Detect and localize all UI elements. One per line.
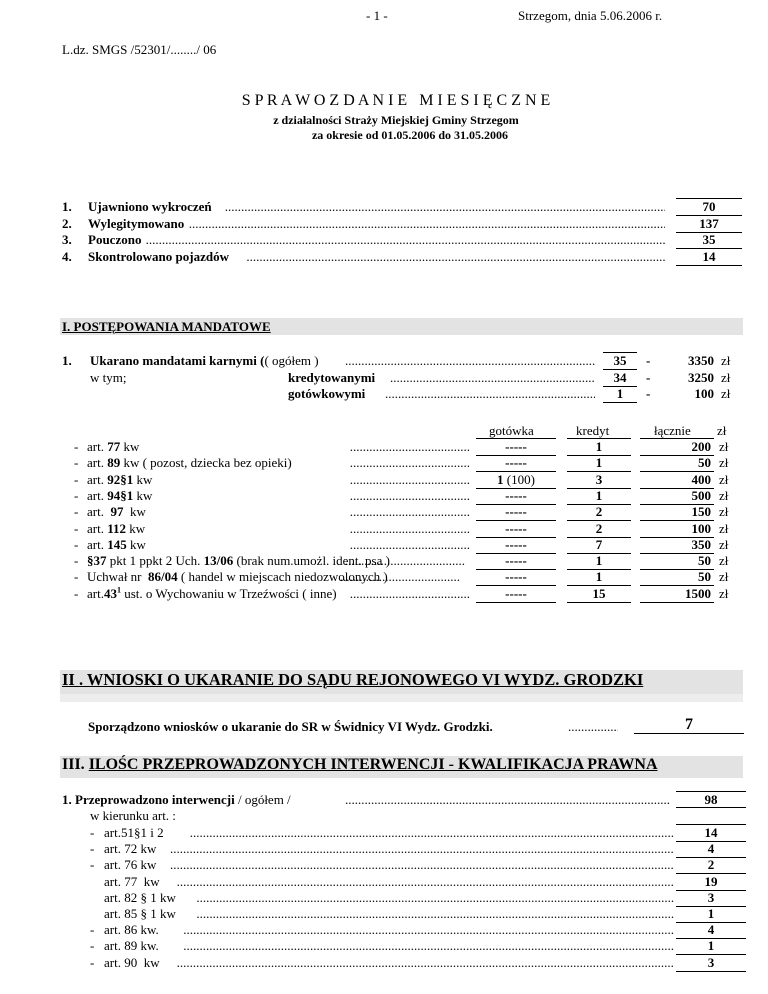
article-lacznie-line (640, 586, 714, 603)
article-gotowka-extra: (100) (506, 471, 535, 487)
article-label-post: kw (126, 520, 146, 536)
page-number: - 1 - (366, 8, 388, 23)
article-label-number: 112 (107, 520, 127, 536)
article-label (87, 504, 146, 520)
s3-row-dash: - (90, 841, 95, 857)
article-dash: - (74, 439, 79, 454)
article-label-number: 97 (110, 504, 124, 520)
summary-value: 14 (702, 248, 716, 264)
dots (350, 521, 470, 537)
article-gotowka-line (476, 537, 556, 554)
article-label-post: kw (123, 504, 146, 520)
dots (146, 232, 665, 248)
total-amount: 100 (694, 386, 714, 401)
article-label-sup: 1 (116, 585, 121, 595)
dots (345, 792, 670, 808)
dots (196, 906, 674, 922)
s3-row-value-line (676, 922, 746, 939)
article-gotowka-line (476, 504, 556, 521)
article-label-number: §37 (87, 553, 107, 569)
article-gotowka-value: ----- (505, 487, 527, 503)
article-label-pre: art. (87, 585, 104, 601)
dots (170, 857, 674, 873)
article-gotowka-value: ----- (505, 439, 527, 454)
section-3-heading-text: ILOŚC PRZEPROWADZONYCH INTERWENCJI - KWALIFIKACJA PRAWNA (88, 756, 658, 773)
s3-row-value-line (676, 906, 746, 923)
article-label-post: ( handel w miejscach niedozwolonych ) (177, 569, 388, 585)
total-dash: - (646, 386, 651, 401)
article-gotowka-line (476, 439, 556, 456)
section-2-band-lower (60, 694, 743, 702)
summary-value: 35 (702, 232, 716, 247)
article-lacznie: 150 (691, 504, 711, 520)
report-period: za okresie od 01.05.2006 do 31.05.2006 (311, 128, 509, 142)
article-kredyt-line (567, 521, 631, 538)
article-label-pre: art. (87, 439, 108, 454)
summary-value-line (676, 232, 742, 249)
s3-row-label: art. 86 kw. (104, 922, 163, 938)
total-dash: - (646, 353, 651, 368)
article-kredyt: 1 (595, 487, 603, 503)
dots (170, 841, 674, 857)
article-lacznie-line (640, 521, 714, 538)
s3-row-value-line (676, 938, 746, 955)
dots (340, 569, 460, 585)
section-2-text: Sporządzono wniosków o ukaranie do SR w Świdnicy VI Wydz. Grodzki. (88, 719, 493, 734)
s3-item-value: 98 (704, 792, 718, 807)
total-count: 35 (613, 353, 627, 368)
article-lacznie: 1500 (685, 585, 711, 601)
article-lacznie: 50 (698, 553, 711, 569)
article-lacznie: 50 (698, 569, 711, 585)
total-count-line (603, 370, 637, 387)
total-count-line (603, 353, 637, 370)
article-lacznie-line (640, 504, 714, 521)
dots (350, 455, 470, 471)
s3-row-value-line (676, 890, 746, 907)
summary-label: Skontrolowano pojazdów (88, 248, 229, 264)
article-label-number: 145 (107, 536, 127, 552)
article-currency: zł (719, 569, 729, 585)
total-count-top (603, 352, 637, 353)
dots (350, 504, 470, 520)
article-currency: zł (719, 585, 729, 601)
total-currency: zł (721, 369, 731, 385)
article-gotowka-line (476, 488, 556, 505)
article-lacznie-line (640, 455, 714, 472)
article-lacznie-line (640, 488, 714, 505)
article-label-pre: art. (87, 471, 108, 487)
total-amount: 3350 (688, 353, 714, 368)
article-label-number: 77 (107, 439, 121, 454)
article-kredyt-line (567, 439, 631, 456)
article-lacznie: 100 (691, 520, 711, 536)
total-dash: - (646, 369, 651, 385)
s3-item-label: 1. Przeprowadzono interwencji (62, 792, 235, 807)
article-gotowka-line (476, 521, 556, 538)
article-kredyt-line (567, 504, 631, 521)
s3-row-value: 3 (707, 889, 715, 905)
report-subtitle: z działalności Straży Miejskiej Gminy Strzegom (273, 113, 519, 127)
s3-item (62, 792, 291, 808)
dots (350, 586, 470, 602)
article-lacznie-line (640, 569, 714, 586)
s3-row-value: 1 (707, 906, 715, 921)
s3-row-label: art. 90 kw (104, 954, 160, 970)
article-label-number: 89 (107, 455, 121, 471)
s3-row-label: art.51§1 i 2 (104, 825, 167, 840)
article-currency: zł (719, 455, 729, 471)
article-label-pre: art. (87, 536, 108, 552)
total-amount: 3250 (688, 369, 714, 385)
s3-row-value-line (676, 874, 746, 891)
article-currency: zł (719, 471, 729, 487)
article-currency: zł (719, 520, 729, 536)
s3-row-value: 1 (707, 938, 715, 954)
article-label-number2: 13/06 (203, 553, 234, 569)
article-lacznie-line (640, 537, 714, 554)
col-header-kredyt: kredyt (576, 423, 610, 438)
article-currency: zł (719, 487, 729, 503)
s3-row-value-line (676, 825, 746, 842)
s3-row-value: 4 (707, 841, 715, 857)
article-label-post: kw ( pozost, dziecka bez opieki) (120, 455, 292, 471)
article-dash: - (74, 504, 79, 520)
s1-item-label: Ukarano mandatami karnymi (( ogółem ) (90, 353, 319, 368)
article-label (87, 521, 145, 537)
s3-row-label: art. 82 § 1 kw (104, 889, 176, 905)
s3-row-value: 3 (707, 954, 715, 970)
s3-row-label: art. 72 kw (104, 841, 157, 857)
article-dash: - (74, 455, 79, 471)
article-label (87, 455, 292, 471)
s3-row-value-line (676, 955, 746, 972)
summary-label: Wylegitymowano (88, 215, 185, 231)
s3-row-dash: - (90, 922, 95, 938)
dots (350, 439, 470, 455)
article-kredyt-line (567, 455, 631, 472)
article-kredyt-line (567, 537, 631, 554)
article-currency: zł (719, 553, 729, 569)
article-lacznie: 50 (698, 455, 711, 471)
article-currency: zł (719, 439, 729, 454)
dots (183, 938, 674, 954)
total-count: 34 (613, 369, 627, 385)
article-gotowka-value: 1 (497, 471, 504, 487)
article-gotowka-line (476, 586, 556, 603)
article-kredyt: 1 (595, 553, 603, 569)
article-label-pre: art. (87, 455, 108, 471)
s3-row-label: art. 89 kw. (104, 938, 163, 954)
s3-row-label: art. 85 § 1 kw (104, 906, 176, 921)
article-kredyt: 7 (595, 536, 603, 552)
s3-row-value-line (676, 857, 746, 874)
article-lacznie-line (640, 472, 714, 489)
s1-item-label-text: Ukarano mandatami karnymi (90, 353, 257, 368)
article-label-post: kw (133, 471, 153, 487)
s3-row-value: 4 (707, 922, 715, 938)
section-3-heading (62, 756, 658, 774)
summary-number: 1. (62, 199, 72, 214)
article-lacznie-line (640, 553, 714, 570)
article-gotowka-value: ----- (505, 553, 527, 569)
article-currency: zł (719, 536, 729, 552)
summary-value: 70 (702, 199, 716, 214)
section-1-heading: I. POSTĘPOWANIA MANDATOWE (62, 319, 271, 334)
article-dash: - (74, 585, 79, 601)
article-label-pre: Uchwał nr (87, 569, 149, 585)
article-gotowka-value: ----- (505, 536, 527, 552)
reference-number: L.dz. SMGS /52301/......../ 06 (62, 42, 217, 57)
dots (196, 890, 674, 906)
article-gotowka-line (476, 569, 556, 586)
article-kredyt-line (567, 569, 631, 586)
article-dash: - (74, 553, 79, 569)
article-dash: - (74, 569, 79, 585)
article-kredyt-line (567, 586, 631, 603)
s3-row-value: 14 (704, 825, 718, 840)
s3-row-dash: - (90, 954, 95, 970)
article-label-post: pkt 1 ppkt 2 Uch. (106, 553, 204, 569)
article-dash: - (74, 536, 79, 552)
report-title: S P R A W O Z D A N I E M I E S I Ę C Z N E (241, 92, 551, 109)
s3-row-label: art. 76 kw (104, 857, 157, 873)
article-kredyt-line (567, 553, 631, 570)
col-header-gotowka: gotówka (489, 423, 534, 438)
s1-kred-label: kredytowanymi (288, 370, 376, 385)
dots (177, 955, 674, 971)
article-label-number: 43 (103, 585, 117, 601)
s3-w-kierunku: w kierunku art. : (90, 808, 176, 823)
article-kredyt-top (567, 438, 631, 439)
article-kredyt: 2 (595, 504, 603, 520)
s3-value-line (676, 791, 746, 808)
article-lacznie: 200 (691, 439, 711, 454)
summary-value-line (676, 199, 742, 216)
article-gotowka-value: ----- (505, 520, 527, 536)
summary-number: 3. (62, 232, 72, 247)
s3-row-value: 2 (707, 857, 715, 873)
article-gotowka-value: ----- (505, 569, 527, 585)
article-kredyt-line (567, 472, 631, 489)
dots (246, 249, 665, 265)
article-label-pre: art. (87, 504, 111, 520)
article-label-post: kw (120, 439, 140, 454)
article-dash: - (74, 487, 79, 503)
dots (345, 553, 465, 569)
s3-row-dash: - (90, 825, 95, 840)
article-lacznie: 500 (691, 487, 711, 503)
s1-got-label: gotówkowymi (288, 386, 366, 401)
summary-label: Ujawniono wykroczeń (88, 199, 212, 214)
place-date: Strzegom, dnia 5.06.2006 r. (518, 8, 663, 23)
article-label (87, 472, 152, 488)
article-kredyt: 1 (595, 569, 603, 585)
article-kredyt: 15 (592, 585, 606, 601)
summary-value-line (676, 249, 742, 266)
s3-rows-top (676, 824, 746, 825)
dots (177, 874, 674, 890)
summary-number: 2. (62, 215, 72, 231)
dots (190, 825, 674, 841)
article-label-post2: (brak num.umożl. ident. psa ) (233, 553, 390, 569)
dots (390, 370, 595, 386)
article-kredyt: 2 (595, 520, 603, 536)
article-kredyt: 1 (595, 439, 603, 454)
article-label-pre: art. (87, 487, 108, 503)
total-count-line (603, 386, 637, 403)
dots (350, 537, 470, 553)
dots (189, 216, 665, 232)
summary-number: 4. (62, 248, 72, 264)
summary-value-top (676, 198, 742, 199)
article-gotowka-value: ----- (505, 504, 527, 520)
dots (345, 353, 595, 369)
article-kredyt-line (567, 488, 631, 505)
article-label-post: kw (133, 487, 153, 503)
section-3-prefix: III. (62, 756, 89, 773)
s3-row-value: 19 (704, 873, 718, 889)
article-label-number: 92§1 (107, 471, 134, 487)
summary-value-line (676, 216, 742, 233)
article-gotowka-line (476, 455, 556, 472)
s3-row-dash: - (90, 857, 95, 873)
article-label (87, 439, 139, 455)
dots (350, 472, 470, 488)
article-lacznie: 400 (691, 471, 711, 487)
total-currency: zł (721, 353, 731, 368)
article-gotowka-value: ----- (505, 585, 527, 601)
article-label-post: kw (126, 536, 146, 552)
article-gotowka-top (476, 438, 556, 439)
dots (350, 488, 470, 504)
article-gotowka-value: ----- (505, 455, 527, 471)
s1-wtym: w tym; (90, 370, 127, 385)
summary-label: Pouczono (88, 232, 142, 247)
article-gotowka-line (476, 553, 556, 570)
article-label-pre: art. (87, 520, 108, 536)
dots (225, 199, 665, 215)
s3-row-dash: - (90, 938, 95, 954)
article-lacznie-top (640, 438, 714, 439)
article-dash: - (74, 520, 79, 536)
dots (183, 922, 674, 938)
article-label (87, 586, 337, 602)
dots (385, 386, 595, 402)
article-kredyt: 3 (595, 471, 603, 487)
summary-value: 137 (699, 215, 719, 231)
col-header-currency: zł (717, 423, 727, 438)
total-currency: zł (721, 386, 731, 401)
s3-row-label: art. 77 kw (104, 873, 160, 889)
article-gotowka-line (476, 472, 556, 489)
section-2-heading: II . WNIOSKI O UKARANIE DO SĄDU REJONOWEGO VI WYDZ. GRODZKI (62, 670, 644, 689)
article-label (87, 537, 146, 553)
col-header-lacznie: łącznie (654, 423, 691, 438)
article-label-post: ust. o Wychowaniu w Trzeźwości ( inne) (120, 585, 337, 601)
section-2-value-line (634, 716, 744, 734)
article-dash: - (74, 471, 79, 487)
article-label-number: 94§1 (107, 487, 134, 503)
s1-item-paren: ( ogółem ) (264, 353, 319, 368)
article-lacznie-line (640, 439, 714, 456)
article-kredyt: 1 (595, 455, 603, 471)
article-label (87, 488, 152, 504)
article-label-number: 86/04 (148, 569, 178, 585)
article-lacznie: 350 (691, 536, 711, 552)
section-2-value: 7 (685, 716, 693, 733)
s3-row-value-line (676, 841, 746, 858)
article-currency: zł (719, 504, 729, 520)
s1-item-number: 1. (62, 353, 72, 368)
s3-item-rest: / ogółem / (234, 792, 291, 807)
dots (568, 719, 618, 735)
total-count: 1 (616, 386, 624, 401)
